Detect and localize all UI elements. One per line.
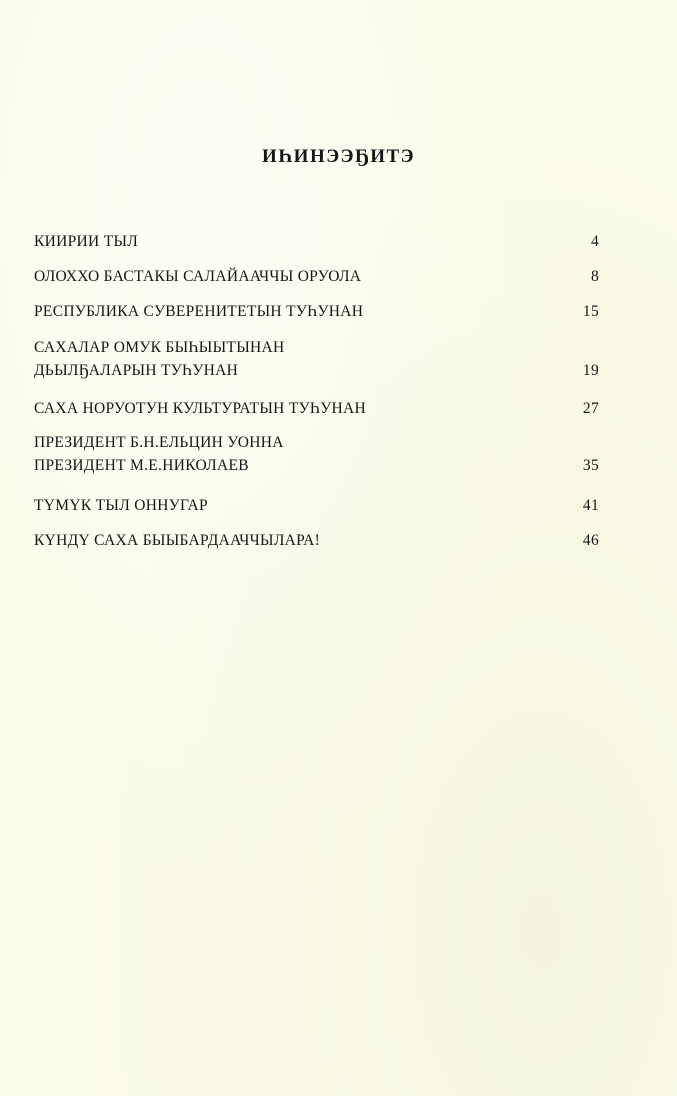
- toc-page-number: 4: [590, 233, 599, 250]
- toc-page-number: 8: [590, 268, 599, 285]
- toc-entry: [34, 494, 599, 517]
- toc-entry-title: КҮНДҮ САХА БЫЫБАРДААЧЧЫЛАРА!: [34, 532, 321, 549]
- toc-page-number: 35: [582, 457, 599, 474]
- toc-entry-title-line: ПРЕЗИДЕНТ М.Е.НИКОЛАЕВ: [34, 457, 249, 474]
- toc-entry-title-line: ПРЕЗИДЕНТ Б.Н.ЕЛЬЦИН УОННА: [34, 434, 284, 451]
- toc-page-number: 41: [582, 497, 599, 514]
- toc-entry-title-line: САХАЛАР ОМУК БЫҺЫЫТЫНАН: [34, 339, 285, 356]
- toc-entry: [34, 265, 599, 288]
- toc-entry: [34, 431, 599, 477]
- toc-entry-title: ОЛОХХО БАСТАКЫ САЛАЙААЧЧЫ ОРУОЛА: [34, 268, 362, 285]
- toc-entry-title: САХА НОРУОТУН КУЛЬТУРАТЫН ТУҺУНАН: [34, 400, 366, 417]
- toc-entry: [34, 230, 599, 253]
- toc-entry-title: КИИРИИ ТЫЛ: [34, 233, 139, 250]
- toc-page-number: 46: [582, 532, 599, 549]
- toc-entry: [34, 336, 599, 382]
- toc-page-number: 19: [582, 362, 599, 379]
- toc-entry-title: РЕСПУБЛИКА СУВЕРЕНИТЕТЫН ТУҺУНАН: [34, 303, 364, 320]
- toc-entry: [34, 300, 599, 323]
- page-title: ИҺИНЭЭҔИТЭ: [261, 146, 416, 167]
- toc-entry-title-line: ДЬЫЛҔАЛАРЫН ТУҺУНАН: [34, 362, 239, 379]
- toc-entry-title: ТҮМҮК ТЫЛ ОННУГАР: [34, 497, 208, 514]
- toc-page-number: 15: [582, 303, 599, 320]
- toc-entry: [34, 529, 599, 552]
- toc-page-number: 27: [582, 400, 599, 417]
- toc-entry: [34, 397, 599, 420]
